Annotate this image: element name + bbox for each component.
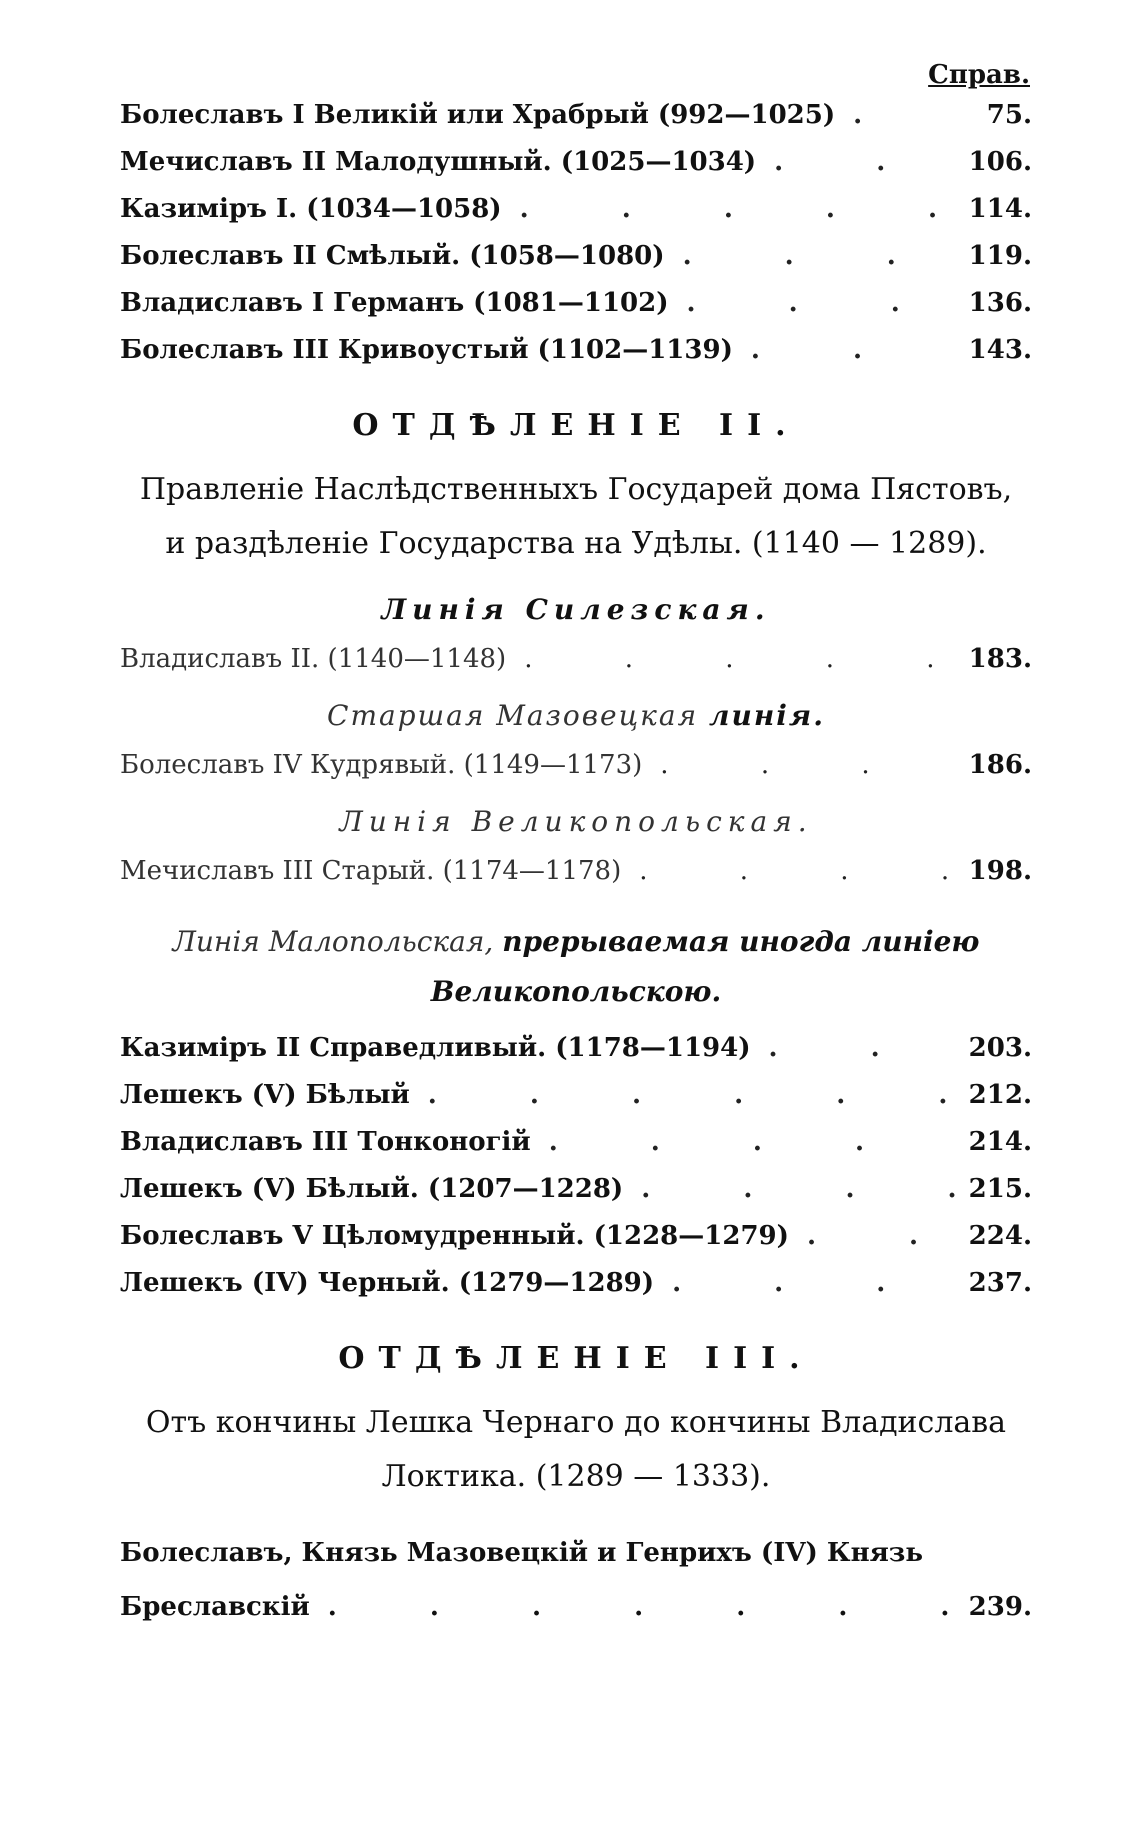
leader-dots <box>621 856 956 886</box>
toc-entry <box>120 644 1032 691</box>
toc-entry <box>120 1174 1032 1221</box>
toc-entry <box>120 241 1032 288</box>
lesser-poland-heading-part-2: прерываемая иногда линіею <box>502 925 980 958</box>
toc-entry-page: 214. <box>968 1127 1032 1157</box>
toc-entry-name: Владиславъ III Тонконогій <box>120 1127 531 1157</box>
leader-dots <box>654 1268 956 1298</box>
leader-dots <box>531 1127 956 1157</box>
toc-entry-name: Мечиславъ III Старый. (1174—1178) <box>120 856 622 886</box>
elder-mazovian-line-heading <box>120 699 1032 732</box>
leader-dots <box>789 1221 956 1251</box>
leader-dots <box>502 194 956 224</box>
toc-entry <box>120 1221 1032 1268</box>
toc-entry-page: 75. <box>986 100 1032 130</box>
toc-entry-page: 212. <box>968 1080 1032 1110</box>
toc-entry-line-2 <box>120 1580 1032 1634</box>
toc-group-1 <box>120 100 1032 382</box>
toc-entry-name: Казиміръ II Справедливый. (1178—1194) <box>120 1033 751 1063</box>
leader-dots <box>665 241 956 271</box>
toc-entry-page: 237. <box>968 1268 1032 1298</box>
section-2-title: ОТДѢЛЕНІЕ II. <box>352 408 800 443</box>
toc-entry-name: Владиславъ I Германъ (1081—1102) <box>120 288 669 318</box>
toc-entry-page: 119. <box>968 241 1032 271</box>
toc-entry-page: 106. <box>968 147 1032 177</box>
leader-dots <box>835 100 956 130</box>
toc-entry-name: Лешекъ (V) Бѣлый. (1207—1228) <box>120 1174 624 1204</box>
toc-entry-name: Болеславъ III Кривоустый (1102—1139) <box>120 335 733 365</box>
leader-dots <box>506 644 956 674</box>
toc-entry <box>120 288 1032 335</box>
toc-entry-page: 198. <box>968 856 1032 886</box>
leader-dots <box>669 288 956 318</box>
toc-entry-name: Болеславъ I Великій или Храбрый (992—1025) <box>120 100 836 130</box>
toc-entry-name: Болеславъ IV Кудрявый. (1149—1173) <box>120 750 643 780</box>
elder-mazovian-heading-part-1: Старшая Мазовецкая <box>327 699 699 732</box>
toc-entry-name-line-2: Бреславскій <box>120 1592 310 1622</box>
toc-entry <box>120 1526 1032 1634</box>
greater-poland-line-heading: Линія Великопольская. <box>339 805 813 838</box>
toc-entry <box>120 750 1032 797</box>
toc-entry <box>120 1127 1032 1174</box>
leader-dots <box>642 750 956 780</box>
toc-entry <box>120 147 1032 194</box>
lesser-poland-heading-line-1 <box>120 917 1032 967</box>
toc-entry <box>120 1080 1032 1127</box>
toc-entry-name: Казиміръ I. (1034—1058) <box>120 194 502 224</box>
toc-entry-page: 114. <box>968 194 1032 224</box>
lesser-poland-line-heading <box>120 917 1032 1017</box>
toc-entry <box>120 335 1032 382</box>
toc-entry <box>120 856 1032 903</box>
toc-entry-name: Лешекъ (V) Бѣлый <box>120 1080 410 1110</box>
leader-dots <box>410 1080 956 1110</box>
toc-entry-page: 215. <box>968 1174 1032 1204</box>
toc-entry-page: 224. <box>968 1221 1032 1251</box>
toc-entry <box>120 1268 1032 1315</box>
silesian-line-heading: Линія Силезская. <box>381 593 771 626</box>
toc-page <box>120 60 1032 1634</box>
leader-dots <box>623 1174 956 1204</box>
toc-entry <box>120 100 1032 147</box>
elder-mazovian-heading-part-2: линія. <box>709 699 825 732</box>
section-3-description <box>120 1396 1032 1504</box>
toc-entry-name: Болеславъ II Смѣлый. (1058—1080) <box>120 241 665 271</box>
toc-entry-page: 186. <box>968 750 1032 780</box>
toc-entry <box>120 1033 1032 1080</box>
leader-dots <box>733 335 956 365</box>
toc-entry-page: 183. <box>968 644 1032 674</box>
lesser-poland-heading-line-2: Великопольскою. <box>430 975 722 1008</box>
section-3-desc-line-1: Отъ кончины Лешка Чернаго до кончины Владислава <box>145 1405 1007 1440</box>
toc-entry-name: Болеславъ V Цѣломудренный. (1228—1279) <box>120 1221 789 1251</box>
toc-entry-page: 136. <box>968 288 1032 318</box>
leader-dots <box>310 1580 962 1634</box>
section-3-title: ОТДѢЛЕНІЕ III. <box>338 1341 814 1376</box>
section-2-description <box>120 463 1032 571</box>
section-2-desc-line-1: Правленіе Наслѣдственныхъ Государей дома Пястовъ, <box>139 472 1013 507</box>
leader-dots <box>756 147 956 177</box>
section-2-desc-line-2: и раздѣленіе Государства на Удѣлы. (1140 — 1289). <box>165 526 987 561</box>
section-3-desc-line-2: Локтика. (1289 — 1333). <box>381 1459 771 1494</box>
lesser-poland-heading-part-1: Линія Малопольская, <box>172 925 494 958</box>
toc-entry-page: 203. <box>968 1033 1032 1063</box>
leader-dots <box>751 1033 956 1063</box>
toc-entry-page: 143. <box>968 335 1032 365</box>
page-column-header: Справ. <box>928 60 1030 90</box>
toc-entry <box>120 194 1032 241</box>
toc-entry-name-line-1: Болеславъ, Князь Мазовецкій и Генрихъ (IV) Князь <box>120 1538 924 1568</box>
toc-entry-page: 239. <box>968 1592 1032 1622</box>
toc-entry-name: Мечиславъ II Малодушный. (1025—1034) <box>120 147 757 177</box>
toc-entry-name: Владиславъ II. (1140—1148) <box>120 644 507 674</box>
toc-entry-name: Лешекъ (IV) Черный. (1279—1289) <box>120 1268 655 1298</box>
lesser-poland-entries <box>120 1033 1032 1315</box>
